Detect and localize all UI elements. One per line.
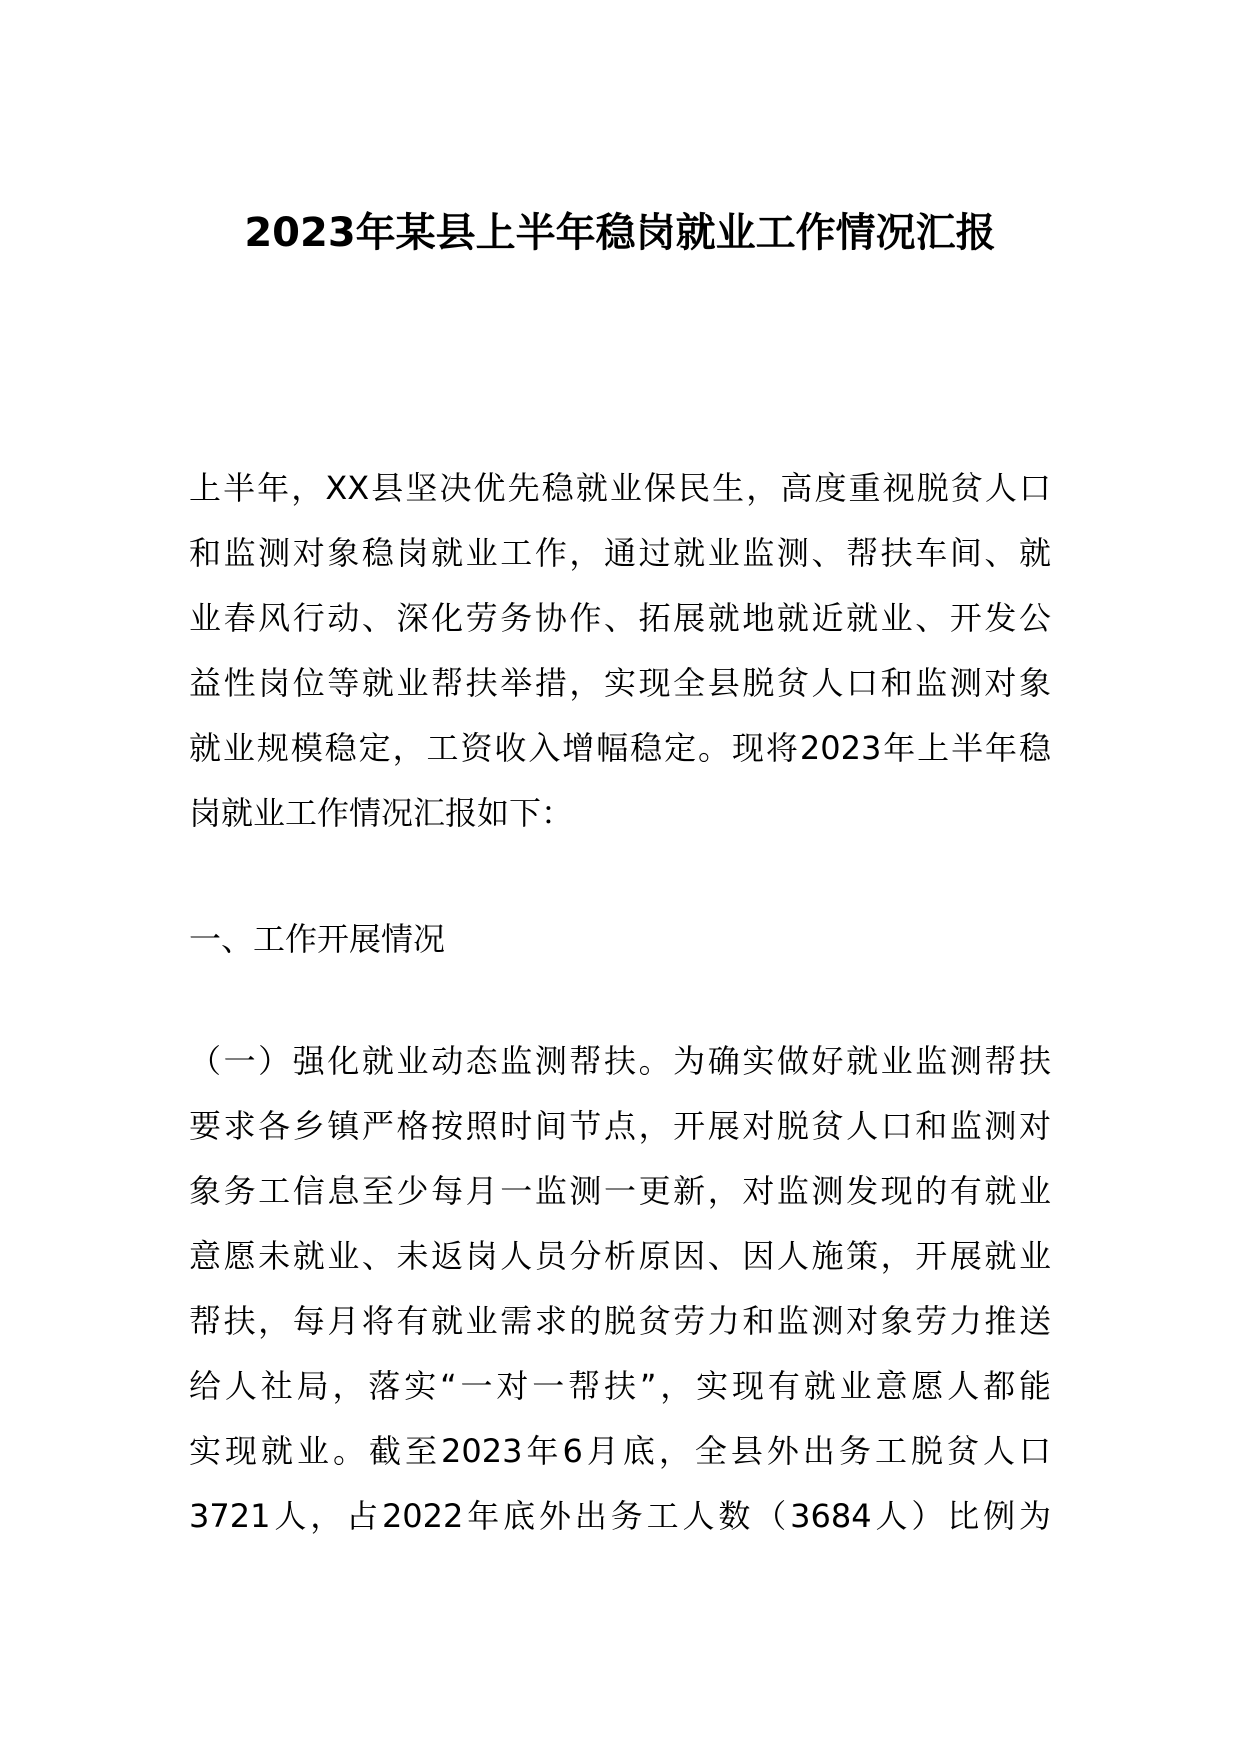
- paragraph-line: 象务工信息至少每月一监测一更新，对监测发现的有就业: [189, 1172, 1051, 1210]
- paragraph-line: 上半年，XX县坚决优先稳就业保民生，高度重视脱贫人口: [189, 469, 1051, 507]
- paragraph-line: 给人社局，落实“一对一帮扶”，实现有就业意愿人都能: [189, 1367, 1051, 1405]
- paragraph-line: 意愿未就业、未返岗人员分析原因、因人施策，开展就业: [189, 1237, 1051, 1275]
- paragraph-line: 益性岗位等就业帮扶举措，实现全县脱贫人口和监测对象: [189, 664, 1051, 702]
- paragraph-line: 业春风行动、深化劳务协作、拓展就地就近就业、开发公: [189, 599, 1051, 637]
- document-title: 2023年某县上半年稳岗就业工作情况汇报: [244, 210, 996, 256]
- paragraph-line: 实现就业。截至2023年6月底，全县外出务工脱贫人口: [189, 1432, 1051, 1470]
- paragraph-line: 就业规模稳定，工资收入增幅稳定。现将2023年上半年稳: [189, 729, 1051, 767]
- paragraph-line: 要求各乡镇严格按照时间节点，开展对脱贫人口和监测对: [189, 1107, 1051, 1145]
- paragraph-line: 和监测对象稳岗就业工作，通过就业监测、帮扶车间、就: [189, 534, 1051, 572]
- paragraph-line: （一）强化就业动态监测帮扶。为确实做好就业监测帮扶: [189, 1042, 1051, 1080]
- paragraph-line: 帮扶，每月将有就业需求的脱贫劳力和监测对象劳力推送: [189, 1302, 1051, 1340]
- section-heading-text: 一、工作开展情况: [189, 920, 446, 958]
- intro-paragraph: [189, 456, 1051, 846]
- section-heading: [189, 907, 1051, 972]
- section-paragraph-1: [189, 1029, 1051, 1549]
- paragraph-line: 3721人，占2022年底外出务工人数（3684人）比例为: [189, 1497, 1051, 1535]
- paragraph-line: 岗就业工作情况汇报如下：: [189, 794, 574, 832]
